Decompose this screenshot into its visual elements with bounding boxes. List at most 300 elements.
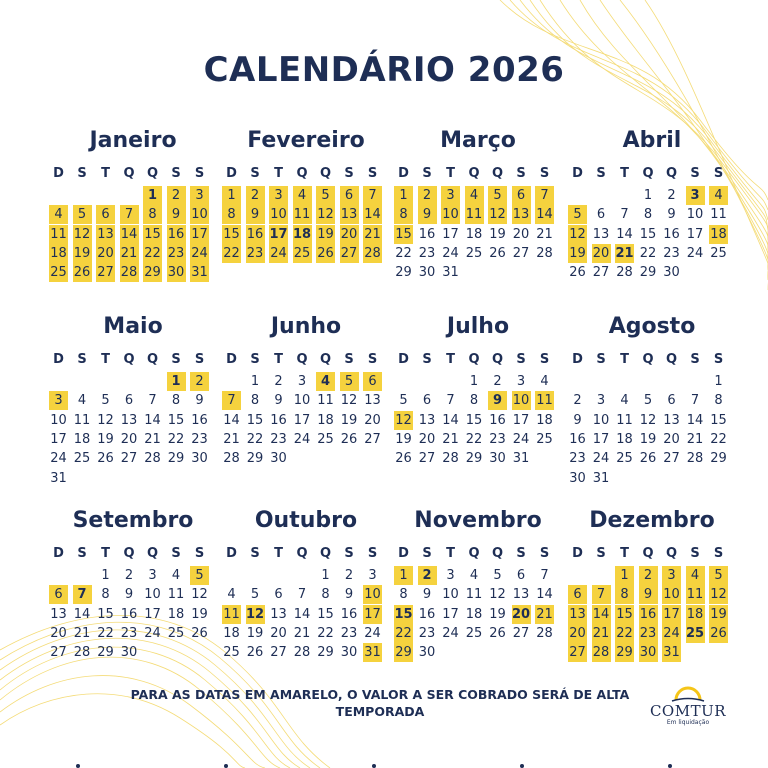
day-cell: 21: [223, 431, 240, 447]
day-cell: 6: [274, 587, 283, 603]
day-cell: 15: [317, 606, 334, 622]
day-cell: 31: [592, 470, 610, 486]
weekday-header: Q: [296, 546, 308, 561]
bottom-dots: [0, 760, 768, 768]
weekday-header: D: [53, 352, 64, 367]
weekday-header: Q: [665, 546, 678, 561]
day-cell: 20: [663, 431, 680, 447]
weekday-header: T: [101, 352, 110, 367]
day-cell: 2: [667, 188, 676, 203]
day-cell: 19: [489, 606, 506, 622]
month-name: Abril: [622, 128, 682, 153]
weekday-header: T: [101, 166, 110, 181]
day-cell: 16: [418, 226, 436, 242]
day-cell: 26: [317, 245, 334, 261]
day-cell: 2: [274, 374, 283, 389]
weekday-header: Q: [491, 546, 504, 561]
day-cell: 26: [489, 625, 506, 641]
day-cell: 14: [293, 606, 311, 622]
day-cell: 11: [317, 393, 334, 409]
weekday-header: D: [226, 352, 237, 367]
day-cell: 12: [489, 587, 506, 603]
logo-subtitle: Em liquidação: [666, 719, 710, 726]
weekday-header: Q: [146, 546, 159, 561]
day-cell: 13: [592, 226, 610, 242]
day-cell: 12: [489, 207, 506, 223]
day-cell: 10: [686, 207, 704, 223]
day-cell: 20: [511, 606, 531, 622]
weekday-header: Q: [123, 166, 135, 181]
day-cell: 5: [568, 205, 587, 224]
day-cell: 16: [270, 412, 287, 428]
day-cell: 5: [399, 393, 408, 409]
day-cell: 26: [340, 431, 358, 447]
day-cell: 1: [714, 374, 723, 389]
day-cell: 17: [191, 226, 208, 242]
day-cell: 18: [317, 412, 334, 428]
day-cell: 18: [465, 226, 483, 242]
weekday-header: S: [422, 166, 432, 181]
day-cell: 30: [569, 470, 586, 486]
day-cell: 13: [512, 207, 530, 223]
day-cell: 16: [191, 412, 208, 428]
weekday-header: S: [171, 546, 181, 561]
day-cell: 28: [120, 265, 138, 281]
weekday-header: D: [572, 352, 583, 367]
day-cell: 30: [489, 451, 506, 467]
month-name: Fevereiro: [247, 128, 365, 153]
day-cell: 5: [250, 587, 260, 603]
day-cell: 2: [573, 393, 582, 409]
day-cell: 13: [120, 412, 138, 428]
day-cell: 11: [167, 587, 185, 603]
day-cell: 23: [418, 245, 436, 261]
day-cell: 14: [223, 412, 240, 428]
day-cell: 28: [293, 645, 311, 661]
day-cell: 25: [685, 625, 705, 641]
day-cell: 15: [710, 412, 727, 428]
day-cell: 10: [663, 587, 680, 603]
day-cell: 23: [663, 245, 680, 261]
day-cell: 16: [663, 226, 680, 242]
day-cell: 4: [465, 186, 484, 205]
day-cell: 27: [512, 245, 530, 261]
weekday-header: Q: [123, 546, 135, 561]
day-cell: 21: [293, 625, 311, 641]
day-cell: 19: [710, 606, 727, 622]
day-cell: 20: [512, 226, 530, 242]
day-cell: 29: [395, 645, 412, 661]
day-cell: 3: [596, 393, 606, 409]
day-cell: 15: [97, 606, 114, 622]
day-cell: 21: [536, 606, 553, 622]
day-cell: 19: [395, 431, 412, 447]
day-cell: 6: [422, 393, 432, 409]
day-cell: 4: [316, 372, 335, 391]
day-cell: 17: [269, 226, 288, 242]
day-cell: 6: [96, 205, 115, 224]
day-cell: 25: [317, 431, 334, 447]
day-cell: 8: [394, 205, 413, 224]
day-cell: 21: [686, 431, 704, 447]
day-cell: 7: [446, 393, 455, 409]
day-cell: 17: [144, 606, 161, 622]
day-cell: 27: [340, 245, 358, 261]
day-cell: 6: [516, 568, 526, 583]
weekday-header: D: [53, 166, 64, 181]
day-cell: 9: [344, 587, 354, 603]
day-cell: 21: [144, 431, 161, 447]
day-cell: 9: [667, 207, 676, 223]
day-cell: 30: [639, 645, 657, 661]
day-cell: 17: [293, 412, 311, 428]
day-cell: 22: [144, 245, 161, 261]
weekday-header: Q: [491, 166, 504, 181]
day-cell: 8: [714, 393, 723, 409]
day-cell: 19: [97, 431, 114, 447]
day-cell: 10: [442, 207, 459, 223]
sun-icon: [668, 684, 708, 702]
weekday-header: S: [713, 352, 724, 367]
day-cell: 1: [469, 374, 479, 389]
day-cell: 23: [246, 245, 264, 261]
day-cell: 29: [317, 645, 334, 661]
day-cell: 13: [418, 412, 436, 428]
month-name: Novembro: [414, 508, 542, 533]
day-cell: 10: [293, 393, 311, 409]
day-cell: 24: [293, 431, 311, 447]
day-cell: 4: [469, 568, 479, 583]
weekday-header: Q: [319, 546, 332, 561]
day-cell: 18: [73, 431, 91, 447]
day-cell: 26: [569, 265, 586, 281]
month-name: Janeiro: [89, 128, 177, 153]
day-cell: 11: [465, 587, 483, 603]
day-cell: 15: [167, 412, 185, 428]
day-cell: 9: [422, 587, 432, 603]
day-cell: 18: [616, 431, 633, 447]
day-cell: 10: [144, 587, 161, 603]
day-cell: 26: [97, 451, 114, 467]
day-cell: 7: [222, 391, 241, 410]
day-cell: 27: [270, 645, 287, 661]
weekday-header: S: [194, 352, 205, 367]
day-cell: 6: [512, 186, 531, 205]
day-cell: 21: [592, 625, 610, 641]
day-cell: 12: [191, 587, 208, 603]
day-cell: 17: [592, 431, 610, 447]
day-cell: 4: [293, 186, 312, 205]
month-name: Dezembro: [589, 508, 715, 533]
day-cell: 22: [97, 625, 114, 641]
day-cell: 11: [73, 412, 91, 428]
day-cell: 27: [569, 645, 586, 661]
day-cell: 31: [364, 645, 381, 661]
weekday-header: S: [250, 352, 260, 367]
month-name: Junho: [270, 314, 342, 339]
day-cell: 7: [120, 205, 139, 224]
day-cell: 9: [246, 205, 265, 224]
weekday-header: Q: [319, 166, 332, 181]
day-cell: 7: [73, 585, 92, 604]
day-cell: 14: [364, 207, 381, 223]
day-cell: 29: [639, 265, 657, 281]
day-cell: 20: [97, 245, 114, 261]
day-cell: 6: [340, 186, 359, 205]
day-cell: 31: [442, 265, 459, 281]
day-cell: 23: [167, 245, 185, 261]
day-cell: 5: [488, 186, 507, 205]
day-cell: 12: [317, 207, 334, 223]
day-cell: 28: [536, 245, 553, 261]
day-cell: 14: [616, 226, 633, 242]
day-cell: 17: [686, 226, 704, 242]
day-cell: 1: [101, 568, 110, 583]
day-cell: 1: [394, 566, 413, 585]
day-cell: 11: [293, 207, 311, 223]
day-cell: 19: [569, 245, 586, 261]
day-cell: 6: [124, 393, 134, 409]
day-cell: 5: [190, 566, 209, 585]
day-cell: 15: [395, 226, 412, 242]
weekday-header: S: [422, 352, 432, 367]
day-cell: 3: [446, 568, 455, 583]
day-cell: 5: [316, 186, 335, 205]
day-cell: 7: [148, 393, 157, 409]
day-cell: 30: [191, 451, 208, 467]
day-cell: 22: [246, 431, 264, 447]
day-cell: 14: [144, 412, 161, 428]
day-cell: 14: [73, 606, 91, 622]
day-cell: 10: [442, 587, 459, 603]
day-cell: 8: [615, 585, 634, 604]
day-cell: 22: [395, 245, 412, 261]
day-cell: 23: [489, 431, 506, 447]
day-cell: 19: [73, 245, 91, 261]
day-cell: 5: [643, 393, 653, 409]
day-cell: 7: [620, 207, 629, 223]
day-cell: 24: [592, 451, 610, 467]
month-name: Outubro: [254, 508, 358, 533]
weekday-header: T: [446, 546, 455, 561]
day-cell: 22: [710, 431, 727, 447]
day-cell: 16: [340, 606, 358, 622]
weekday-header: S: [367, 352, 378, 367]
day-cell: 16: [246, 226, 264, 242]
weekday-header: S: [367, 166, 378, 181]
day-cell: 16: [489, 412, 506, 428]
weekday-header: Q: [642, 166, 654, 181]
weekday-header: T: [274, 166, 283, 181]
weekday-header: Q: [146, 352, 159, 367]
weekday-header: Q: [642, 546, 654, 561]
day-cell: 7: [592, 585, 611, 604]
day-cell: 26: [639, 451, 657, 467]
day-cell: 26: [710, 625, 727, 641]
day-cell: 2: [167, 186, 186, 205]
day-cell: 10: [364, 587, 381, 603]
day-cell: 7: [535, 186, 554, 205]
day-cell: 17: [442, 606, 459, 622]
day-cell: 26: [395, 451, 412, 467]
day-cell: 20: [270, 625, 287, 641]
day-cell: 10: [50, 412, 67, 428]
day-cell: 3: [686, 186, 705, 205]
day-cell: 8: [469, 393, 479, 409]
weekday-header: Q: [146, 166, 159, 181]
day-cell: 28: [536, 625, 553, 641]
weekday-header: D: [398, 352, 409, 367]
day-cell: 21: [442, 431, 459, 447]
day-cell: 21: [615, 245, 634, 261]
day-cell: 3: [441, 186, 460, 205]
day-cell: 18: [292, 226, 312, 242]
day-cell: 11: [536, 393, 553, 409]
weekday-header: D: [226, 166, 237, 181]
day-cell: 16: [167, 226, 185, 242]
logo-name: COMTUR: [649, 702, 727, 720]
day-cell: 6: [667, 393, 676, 409]
day-cell: 21: [536, 226, 553, 242]
weekday-header: S: [539, 352, 550, 367]
day-cell: 19: [317, 226, 334, 242]
day-cell: 31: [512, 451, 530, 467]
day-cell: 6: [363, 372, 382, 391]
day-cell: 30: [418, 265, 436, 281]
day-cell: 4: [686, 566, 705, 585]
weekday-header: D: [226, 546, 237, 561]
weekday-header: T: [620, 352, 629, 367]
day-cell: 22: [395, 625, 412, 641]
day-cell: 19: [489, 226, 506, 242]
day-cell: 26: [489, 245, 506, 261]
weekday-header: Q: [468, 352, 480, 367]
day-cell: 31: [191, 265, 208, 281]
day-cell: 13: [364, 393, 381, 409]
day-cell: 9: [124, 587, 134, 603]
day-cell: 23: [418, 625, 436, 641]
weekday-header: Q: [665, 166, 678, 181]
day-cell: 24: [663, 625, 680, 641]
day-cell: 30: [340, 645, 358, 661]
day-cell: 25: [465, 625, 483, 641]
day-cell: 29: [167, 451, 185, 467]
day-cell: 13: [270, 606, 287, 622]
day-cell: 16: [120, 606, 138, 622]
day-cell: 17: [512, 412, 530, 428]
day-cell: 31: [50, 470, 67, 486]
weekday-header: S: [77, 546, 87, 561]
day-cell: 4: [620, 393, 629, 409]
day-cell: 17: [50, 431, 67, 447]
day-cell: 15: [223, 226, 240, 242]
day-cell: 4: [709, 186, 728, 205]
day-cell: 24: [442, 625, 459, 641]
day-cell: 24: [512, 431, 530, 447]
day-cell: 8: [643, 207, 653, 223]
day-cell: 8: [399, 587, 408, 603]
day-cell: 24: [50, 451, 67, 467]
day-cell: 1: [250, 374, 260, 389]
day-cell: 9: [167, 205, 186, 224]
footer-note: PARA AS DATAS EM AMARELO, O VALOR A SER COBRADO SERÁ DE ALTA TEMPORADA: [130, 687, 630, 719]
weekday-header: D: [572, 166, 583, 181]
day-cell: 27: [50, 645, 67, 661]
day-cell: 2: [190, 372, 209, 391]
weekday-header: D: [398, 166, 409, 181]
weekday-header: S: [344, 166, 354, 181]
day-cell: 23: [270, 431, 287, 447]
day-cell: 13: [50, 606, 67, 622]
day-cell: 13: [340, 207, 358, 223]
day-cell: 22: [639, 245, 657, 261]
day-cell: 18: [223, 625, 240, 641]
day-cell: 18: [167, 606, 185, 622]
day-cell: 12: [639, 412, 657, 428]
day-cell: 20: [418, 431, 436, 447]
day-cell: 25: [73, 451, 91, 467]
weekday-header: S: [596, 546, 606, 561]
day-cell: 27: [512, 625, 530, 641]
day-cell: 5: [709, 566, 728, 585]
day-cell: 23: [191, 431, 208, 447]
day-cell: 13: [569, 606, 586, 622]
day-cell: 14: [536, 207, 553, 223]
day-cell: 3: [190, 186, 209, 205]
day-cell: 20: [364, 412, 381, 428]
weekday-header: D: [572, 546, 583, 561]
day-cell: 8: [101, 587, 110, 603]
day-cell: 10: [512, 393, 530, 409]
day-cell: 8: [222, 205, 241, 224]
weekday-header: S: [516, 546, 526, 561]
day-cell: 24: [191, 245, 208, 261]
day-cell: 16: [569, 431, 586, 447]
day-cell: 14: [686, 412, 704, 428]
day-cell: 12: [340, 393, 358, 409]
day-cell: 15: [246, 412, 264, 428]
day-cell: 27: [364, 431, 381, 447]
weekday-header: S: [690, 352, 700, 367]
day-cell: 14: [120, 226, 138, 242]
day-cell: 25: [167, 625, 185, 641]
weekday-header: T: [446, 166, 455, 181]
weekday-header: S: [250, 166, 260, 181]
weekday-header: S: [596, 352, 606, 367]
day-cell: 19: [191, 606, 208, 622]
day-cell: 7: [297, 587, 307, 603]
day-cell: 11: [465, 207, 483, 223]
day-cell: 21: [364, 226, 381, 242]
day-cell: 28: [144, 451, 161, 467]
day-cell: 14: [592, 606, 610, 622]
day-cell: 21: [120, 245, 138, 261]
weekday-header: S: [516, 166, 526, 181]
day-cell: 5: [101, 393, 110, 409]
weekday-header: S: [690, 166, 700, 181]
day-cell: 24: [270, 245, 287, 261]
day-cell: 4: [171, 568, 181, 583]
weekday-header: Q: [123, 352, 135, 367]
day-cell: 25: [50, 265, 67, 281]
day-cell: 12: [97, 412, 114, 428]
day-cell: 7: [540, 568, 549, 583]
day-cell: 29: [710, 451, 727, 467]
day-cell: 4: [77, 393, 87, 409]
day-cell: 20: [50, 625, 67, 641]
day-cell: 8: [250, 393, 260, 409]
day-cell: 10: [592, 412, 610, 428]
